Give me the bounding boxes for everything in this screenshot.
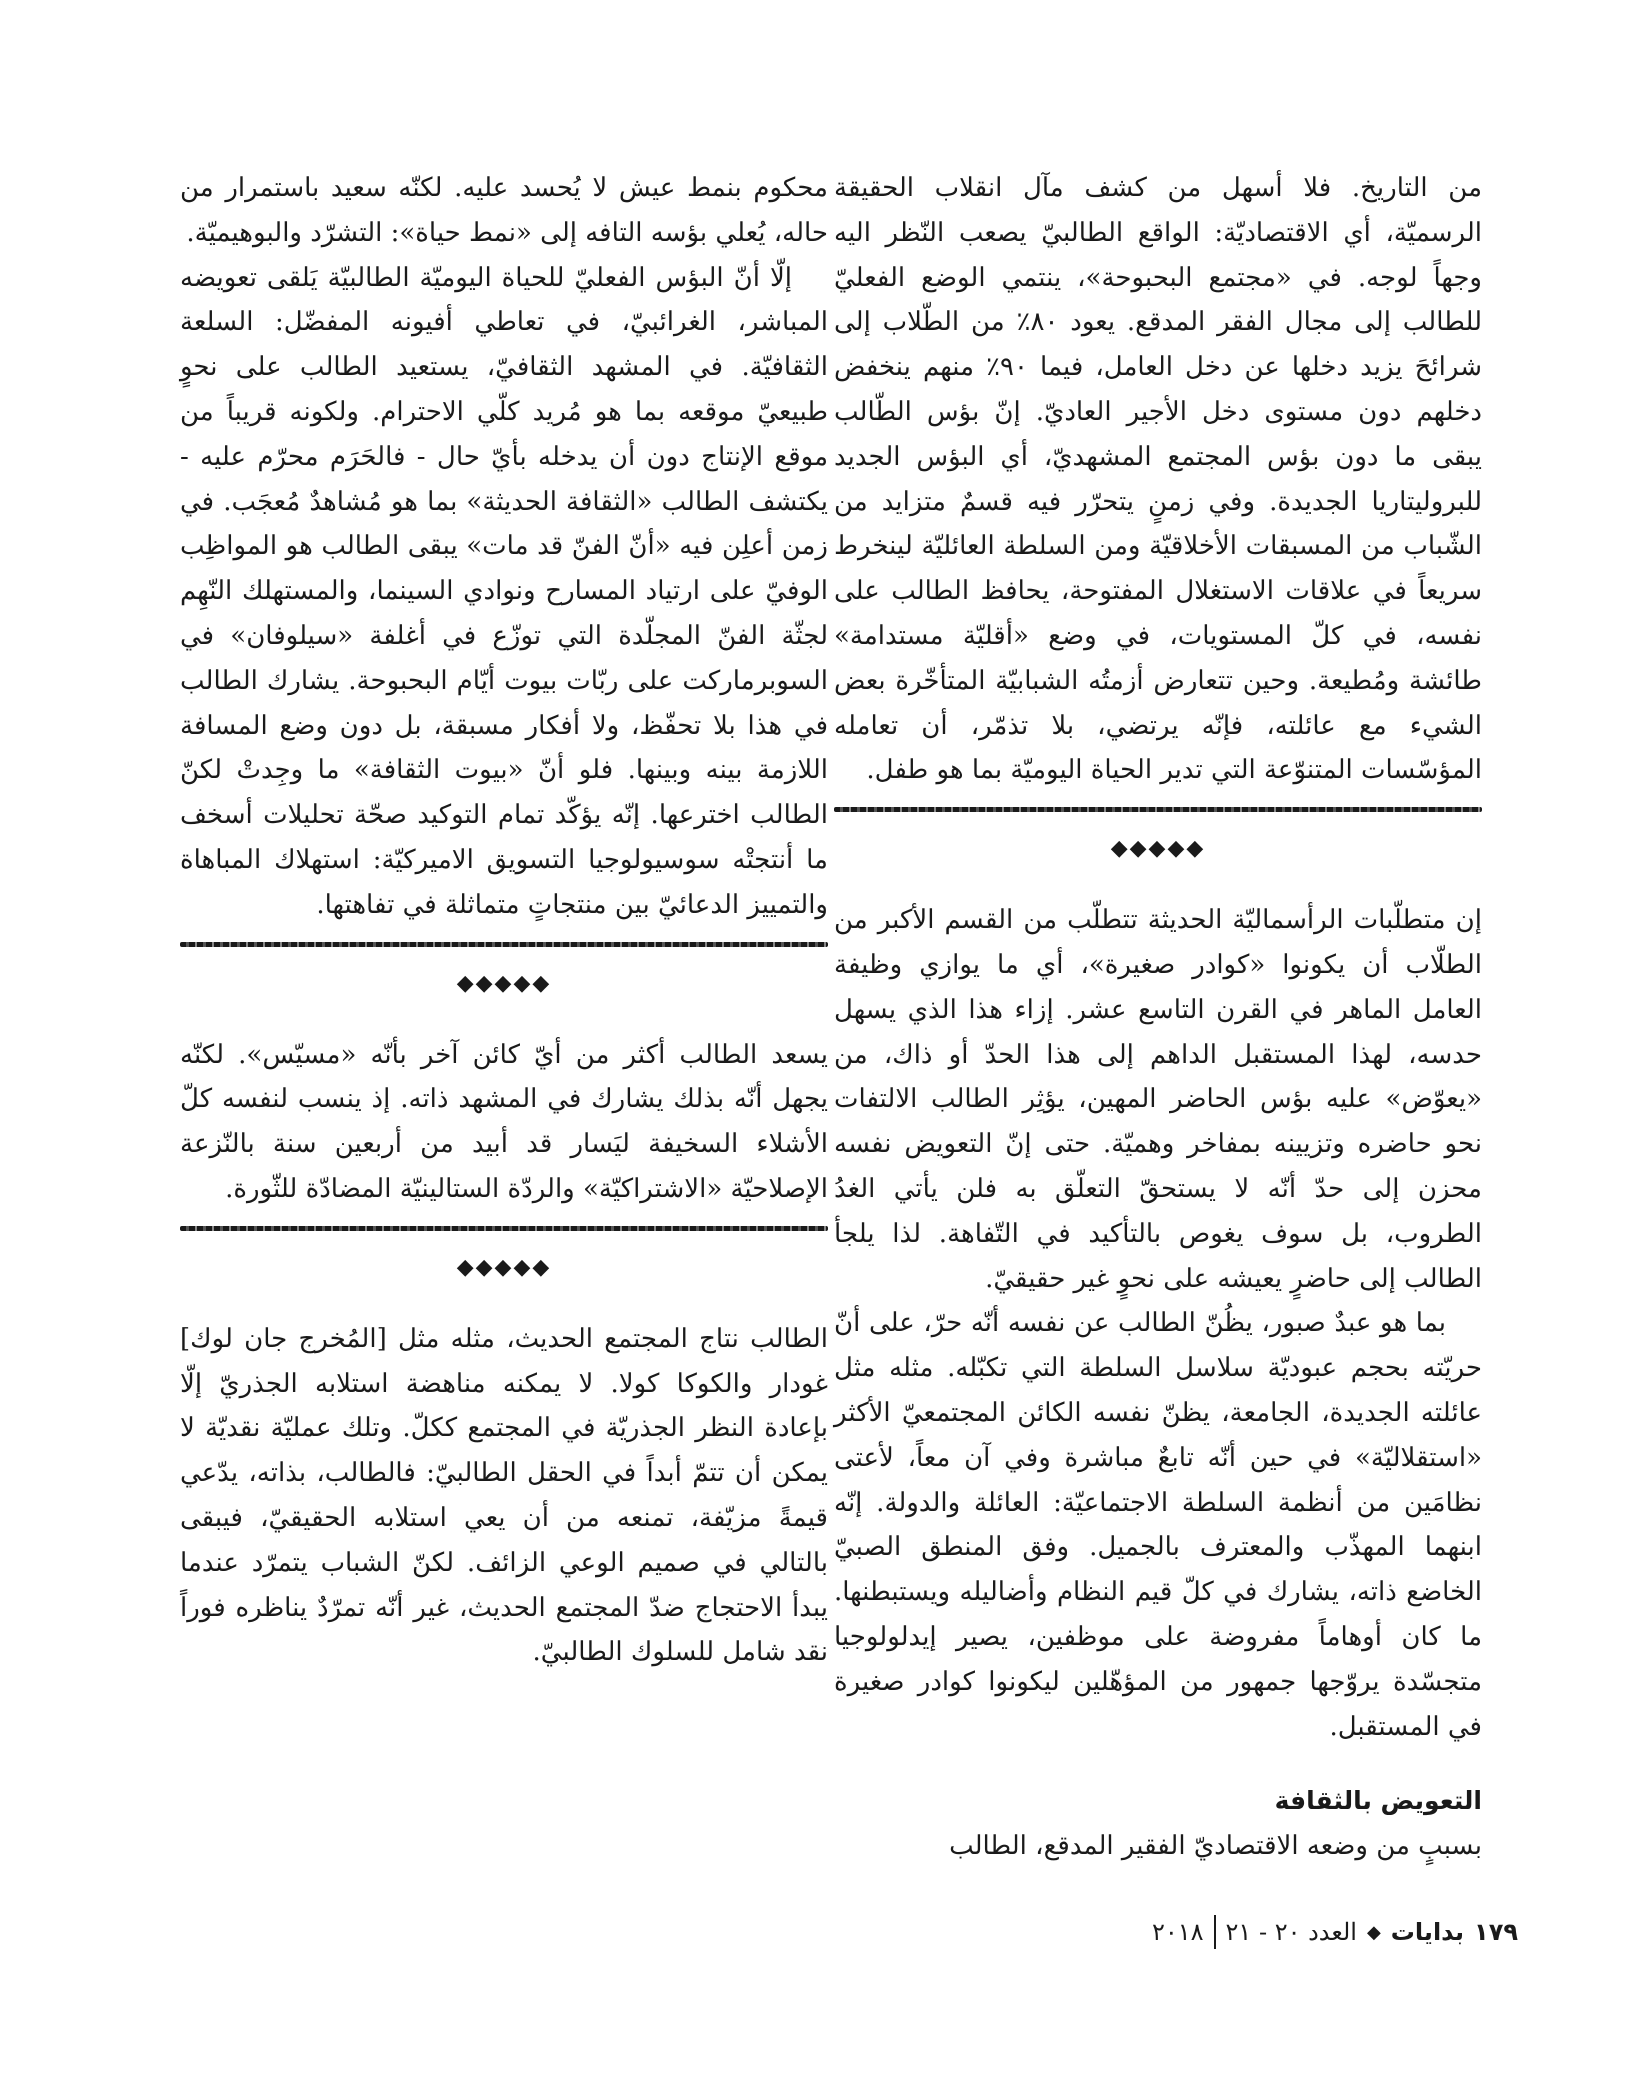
section-divider [834, 807, 1482, 812]
page-number: ١٧٩ [1474, 1918, 1518, 1946]
section-divider [180, 942, 828, 947]
ornament-separator: ◆◆◆◆◆ [1110, 836, 1206, 862]
article-paragraph: إن متطلّبات الرأسماليّة الحديثة تتطلّب من القسم الأكبر من الطلّاب أن يكونوا «كوادر صغيرة»، أي ما يوازي وظيفة العامل الماهر في القرن التاسع عشر. إزاء هذا الذي يسهل حدسه، لهذا المستقبل الداهم إلى هذا الحدّ أو ذاك، من «يعوّض» عليه بؤس الحاضر المهين، يؤثِر الطالب الالتفات نحو حاضره وتزيينه بمفاخر وهميّة. حتى إنّ التعويض نفسه محزن إلى حدّ أنّه لا يستحقّ التعلّق به فلن يأتي الغدُ الطروب، بل سوف يغوص بالتأكيد في التّفاهة. لذا يلجأ الطالب إلى حاضرٍ يعيشه على نحوٍ غير حقيقيّ. [834, 905, 1482, 1294]
article-paragraph: يسعد الطالب أكثر من أيّ كائن آخر بأنّه «مسيّس». لكنّه يجهل أنّه بذلك يشارك في المشهد ذاته. إذ ينسب لنفسه كلّ الأشلاء السخيفة ليَسار قد أبيد من أربعين سنة بالنّزعة الإصلاحيّة «الاشتراكيّة» والردّة الستالينيّة المضادّة للثّورة. [180, 1039, 828, 1204]
footer-separator [1214, 1915, 1216, 1949]
article-paragraph: إلّا أنّ البؤس الفعليّ للحياة اليوميّة الطالبيّة يَلقى تعويضه المباشر، الغرائبيّ، في تعاطي أفيونه المفضّل: السلعة الثقافيّة. في المشهد الثقافيّ، يستعيد الطالب على نحوٍ طبيعيّ موقعه بما هو مُريد كلّي الاحترام. ولكونه قريباً من موقع الإنتاج دون أن يدخله بأيّ حال - فالحَرَم محرّم عليه - يكتشف الطالب «الثقافة الحديثة» بما هو مُشاهدٌ مُعجَب. في زمن أعلِن فيه «أنّ الفنّ قد مات» يبقى الطالب هو المواظِب الوفيّ على ارتياد المسارح ونوادي السينما، والمستهلك النّهِم لجثّة الفنّ المجلّدة التي توزّع في أغلفة «سيلوفان» في السوبرماركت على ربّات بيوت أيّام البحبوحة. يشارك الطالب في هذا بلا تحفّظ، ولا أفكار مسبقة، بل دون وضع المسافة اللازمة بينه وبينها. فلو أنّ «بيوت الثقافة» ما وجِدتْ لكنّ الطالب اخترعها. إنّه يؤكّد تمام التوكيد صحّة تحليلات أسخف ما أنتجتْه سوسيولوجيا التسويق الاميركيّة: استهلاك المباهاة والتمييز الدعائيّ بين منتجاتٍ متماثلة في تفاهتها. [180, 262, 828, 920]
article-paragraph: بسببٍ من وضعه الاقتصاديّ الفقير المدقع، الطالب [949, 1831, 1482, 1862]
article-paragraph: من التاريخ. فلا أسهل من كشف مآل انقلاب الحقيقة الرسميّة، أي الاقتصاديّة: الواقع الطالبيّ يصعب النّظر اليه وجهاً لوجه. في «مجتمع البحبوحة»، ينتمي الوضع الفعليّ للطالب إلى مجال الفقر المدقع. يعود ٨٠٪ من الطّلاب إلى شرائحَ يزيد دخلها عن دخل العامل، فيما ٩٠٪ منهم ينخفض دخلهم دون مستوى دخل الأجير العاديّ. إنّ بؤس الطّالب يبقى ما دون بؤس المجتمع المشهديّ، أي البؤس الجديد للبروليتاريا الجديدة. وفي زمنٍ يتحرّر فيه قسمٌ متزايد من الشّباب من المسبقات الأخلاقيّة ومن السلطة العائليّة لينخرط سريعاً في علاقات الاستغلال المفتوحة، يحافظ الطالب على نفسه، في كلّ المستويات، في وضع «أقليّة مستدامة» طائشة ومُطيعة. وحين تتعارض أزمتُه الشبابيّة المتأخّرة بعض الشيء مع عائلته، فإنّه يرتضي، بلا تذمّر، أن تعامله المؤسّسات المتنوّعة التي تدير الحياة اليوميّة بما هو طفل. [834, 173, 1482, 786]
article-paragraph: الطالب نتاج المجتمع الحديث، مثله مثل [المُخرج جان لوك] غودار والكوكا كولا. لا يمكنه مناهضة استلابه الجذريّ إلّا بإعادة النظر الجذريّة في المجتمع ككلّ. وتلك عمليّة نقديّة لا يمكن أن تتمّ أبداً في الحقل الطالبيّ: فالطالب، بذاته، يدّعي قيمةً مزيّفة، تمنعه من أن يعي استلابه الحقيقيّ، فيبقى بالتالي في صميم الوعي الزائف. لكنّ الشباب يتمرّد عندما يبدأ الاحتجاج ضدّ المجتمع الحديث، غير أنّه تمرّدٌ يناظره فوراً نقد شامل للسلوك الطالبيّ. [180, 1323, 828, 1668]
section-divider [180, 1226, 828, 1231]
issue-year: ٢٠١٨ [1151, 1918, 1204, 1946]
article-paragraph: بما هو عبدٌ صبور، يظُنّ الطالب عن نفسه أنّه حرّ، على أنّ حريّته بحجم عبوديّة سلاسل السلطة التي تكبّله. مثله مثل عائلته الجديدة، الجامعة، يظنّ نفسه الكائن المجتمعيّ الأكثر «استقلاليّة» في حين أنّه تابعٌ مباشرة وفي آن معاً، لأعتى نظامَين من أنظمة السلطة الاجتماعيّة: العائلة والدولة. إنّه ابنهما المهذّب والمعترف بالجميل. وفق المنطق الصبيّ الخاضع ذاته، يشارك في كلّ قيم النظام وأضاليله ويستبطنها. ما كان أوهاماً مفروضة على موظفين، يصير إيدلولوجيا متجسّدة يروّجها جمهور من المؤهّلين ليكونوا كوادر صغيرة في المستقبل. [834, 1308, 1482, 1742]
diamond-icon: ◆ [1366, 1921, 1381, 1943]
section-heading: التعويض بالثقافة [1274, 1786, 1482, 1816]
ornament-separator: ◆◆◆◆◆ [456, 970, 552, 996]
magazine-name: بدايات [1390, 1918, 1465, 1946]
issue-number: العدد ٢٠ - ٢١ [1225, 1918, 1357, 1946]
article-paragraph: محكوم بنمط عيش لا يُحسد عليه. لكنّه سعيد باستمرار من حاله، يُعلي بؤسه التافه إلى «نمط حياة»: التشرّد والبوهيميّة. [180, 173, 828, 248]
left-column [180, 166, 828, 1675]
page-footer [1118, 1912, 1518, 1952]
ornament-separator: ◆◆◆◆◆ [456, 1254, 552, 1280]
right-column [834, 166, 1482, 1869]
